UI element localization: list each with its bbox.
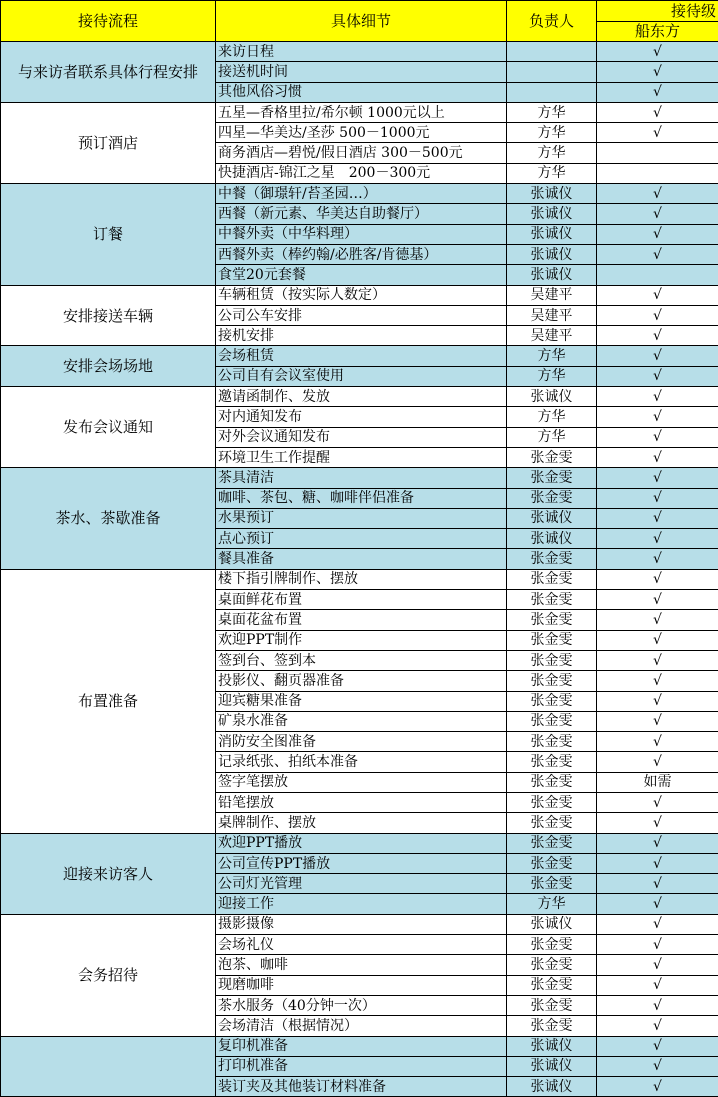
detail-cell: 中餐（御璟轩/苔圣园…） xyxy=(216,184,507,204)
header-owner: 负责人 xyxy=(507,1,597,42)
detail-cell: 茶具清洁 xyxy=(216,468,507,488)
process-cell: 发布会议通知 xyxy=(1,387,216,468)
mark-cell: √ xyxy=(597,529,718,549)
mark-cell: √ xyxy=(597,346,718,366)
mark-cell: √ xyxy=(597,569,718,589)
mark-cell: √ xyxy=(597,427,718,447)
mark-cell: √ xyxy=(597,42,718,62)
detail-cell: 公司公车安排 xyxy=(216,305,507,325)
owner-cell: 张金雯 xyxy=(507,772,597,792)
detail-cell: 欢迎PPT播放 xyxy=(216,833,507,853)
owner-cell xyxy=(507,42,597,62)
process-cell: 迎接来访客人 xyxy=(1,833,216,914)
detail-cell: 咖啡、茶包、糖、咖啡伴侣准备 xyxy=(216,488,507,508)
table-row xyxy=(1,1036,718,1056)
owner-cell: 张金雯 xyxy=(507,468,597,488)
mark-cell: √ xyxy=(597,711,718,731)
detail-cell: 记录纸张、拍纸本准备 xyxy=(216,752,507,772)
process-cell: 预订酒店 xyxy=(1,102,216,183)
mark-cell: √ xyxy=(597,894,718,914)
owner-cell: 张金雯 xyxy=(507,853,597,873)
owner-cell: 张金雯 xyxy=(507,610,597,630)
table-row xyxy=(1,387,718,407)
mark-cell: √ xyxy=(597,305,718,325)
table-row xyxy=(1,468,718,488)
mark-cell: 如需 xyxy=(597,772,718,792)
detail-cell: 环境卫生工作提醒 xyxy=(216,447,507,467)
owner-cell: 张诚仪 xyxy=(507,529,597,549)
mark-cell: √ xyxy=(597,123,718,143)
owner-cell: 张金雯 xyxy=(507,732,597,752)
detail-cell: 泡茶、咖啡 xyxy=(216,955,507,975)
mark-cell: √ xyxy=(597,914,718,934)
owner-cell: 张诚仪 xyxy=(507,244,597,264)
mark-cell: √ xyxy=(597,671,718,691)
owner-cell: 张金雯 xyxy=(507,671,597,691)
table-row xyxy=(1,285,718,305)
detail-cell: 车辆租赁（按实际人数定） xyxy=(216,285,507,305)
detail-cell: 会场礼仪 xyxy=(216,935,507,955)
mark-cell: √ xyxy=(597,204,718,224)
detail-cell: 会场租赁 xyxy=(216,346,507,366)
owner-cell: 张金雯 xyxy=(507,630,597,650)
owner-cell xyxy=(507,82,597,102)
detail-cell: 水果预订 xyxy=(216,508,507,528)
detail-cell: 矿泉水准备 xyxy=(216,711,507,731)
table-row xyxy=(1,102,718,122)
process-cell: 安排会场场地 xyxy=(1,346,216,387)
mark-cell: √ xyxy=(597,1036,718,1056)
detail-cell: 接机安排 xyxy=(216,326,507,346)
mark-cell: √ xyxy=(597,508,718,528)
detail-cell: 楼下指引牌制作、摆放 xyxy=(216,569,507,589)
mark-cell: √ xyxy=(597,1077,718,1097)
owner-cell: 张金雯 xyxy=(507,955,597,975)
mark-cell: √ xyxy=(597,326,718,346)
detail-cell: 公司灯光管理 xyxy=(216,874,507,894)
owner-cell: 方华 xyxy=(507,123,597,143)
mark-cell: √ xyxy=(597,447,718,467)
detail-cell: 快捷酒店-锦江之星 200－300元 xyxy=(216,163,507,183)
owner-cell: 张金雯 xyxy=(507,691,597,711)
detail-cell: 签字笔摆放 xyxy=(216,772,507,792)
table-row xyxy=(1,184,718,204)
mark-cell: √ xyxy=(597,62,718,82)
detail-cell: 摄影摄像 xyxy=(216,914,507,934)
table-body xyxy=(1,1,718,1097)
owner-cell: 张诚仪 xyxy=(507,1036,597,1056)
owner-cell: 张诚仪 xyxy=(507,224,597,244)
mark-cell: √ xyxy=(597,752,718,772)
owner-cell: 张金雯 xyxy=(507,833,597,853)
mark-cell: √ xyxy=(597,691,718,711)
mark-cell: √ xyxy=(597,792,718,812)
owner-cell: 张金雯 xyxy=(507,1016,597,1036)
owner-cell: 张诚仪 xyxy=(507,265,597,285)
owner-cell: 张金雯 xyxy=(507,752,597,772)
detail-cell: 接送机时间 xyxy=(216,62,507,82)
mark-cell: √ xyxy=(597,833,718,853)
mark-cell: √ xyxy=(597,874,718,894)
mark-cell: √ xyxy=(597,224,718,244)
detail-cell: 迎宾糖果准备 xyxy=(216,691,507,711)
header-process: 接待流程 xyxy=(1,1,216,42)
detail-cell: 投影仪、翻页器准备 xyxy=(216,671,507,691)
mark-cell: √ xyxy=(597,366,718,386)
owner-cell: 张金雯 xyxy=(507,711,597,731)
table-row xyxy=(1,42,718,62)
header-detail: 具体细节 xyxy=(216,1,507,42)
detail-cell: 西餐外卖（棒约翰/必胜客/肯德基） xyxy=(216,244,507,264)
detail-cell: 四星—华美达/圣莎 500－1000元 xyxy=(216,123,507,143)
owner-cell: 张金雯 xyxy=(507,935,597,955)
mark-cell: √ xyxy=(597,184,718,204)
owner-cell: 张金雯 xyxy=(507,590,597,610)
table-row xyxy=(1,569,718,589)
owner-cell: 方华 xyxy=(507,163,597,183)
detail-cell: 公司自有会议室使用 xyxy=(216,366,507,386)
mark-cell: √ xyxy=(597,995,718,1015)
mark-cell: √ xyxy=(597,610,718,630)
owner-cell: 张诚仪 xyxy=(507,1077,597,1097)
header-level: 接待级 xyxy=(597,1,718,22)
detail-cell: 打印机准备 xyxy=(216,1056,507,1076)
detail-cell: 会场清洁（根据情况） xyxy=(216,1016,507,1036)
detail-cell: 其他风俗习惯 xyxy=(216,82,507,102)
mark-cell: √ xyxy=(597,935,718,955)
process-cell: 安排接送车辆 xyxy=(1,285,216,346)
mark-cell: √ xyxy=(597,244,718,264)
detail-cell: 点心预订 xyxy=(216,529,507,549)
detail-cell: 西餐（新元素、华美达自助餐厅） xyxy=(216,204,507,224)
mark-cell: √ xyxy=(597,1016,718,1036)
process-cell: 订餐 xyxy=(1,184,216,285)
header-row xyxy=(1,1,718,22)
owner-cell: 张金雯 xyxy=(507,813,597,833)
mark-cell: √ xyxy=(597,407,718,427)
mark-cell: √ xyxy=(597,650,718,670)
process-cell xyxy=(1,1036,216,1097)
owner-cell: 方华 xyxy=(507,366,597,386)
mark-cell: √ xyxy=(597,82,718,102)
detail-cell: 欢迎PPT制作 xyxy=(216,630,507,650)
owner-cell: 吴建平 xyxy=(507,326,597,346)
mark-cell: √ xyxy=(597,468,718,488)
mark-cell: √ xyxy=(597,813,718,833)
owner-cell: 张金雯 xyxy=(507,874,597,894)
mark-cell: √ xyxy=(597,488,718,508)
detail-cell: 对内通知发布 xyxy=(216,407,507,427)
detail-cell: 装订夹及其他装订材料准备 xyxy=(216,1077,507,1097)
detail-cell: 商务酒店—碧悦/假日酒店 300－500元 xyxy=(216,143,507,163)
owner-cell: 张诚仪 xyxy=(507,508,597,528)
detail-cell: 食堂20元套餐 xyxy=(216,265,507,285)
owner-cell: 张金雯 xyxy=(507,569,597,589)
mark-cell: √ xyxy=(597,1056,718,1076)
table-row xyxy=(1,346,718,366)
detail-cell: 桌面花盆布置 xyxy=(216,610,507,630)
detail-cell: 铅笔摆放 xyxy=(216,792,507,812)
owner-cell: 张诚仪 xyxy=(507,1056,597,1076)
mark-cell: √ xyxy=(597,285,718,305)
owner-cell: 方华 xyxy=(507,407,597,427)
owner-cell: 张金雯 xyxy=(507,975,597,995)
mark-cell: √ xyxy=(597,387,718,407)
detail-cell: 中餐外卖（中华料理） xyxy=(216,224,507,244)
process-cell: 茶水、茶歇准备 xyxy=(1,468,216,569)
mark-cell: √ xyxy=(597,102,718,122)
owner-cell: 张诚仪 xyxy=(507,204,597,224)
mark-cell: √ xyxy=(597,975,718,995)
owner-cell: 方华 xyxy=(507,143,597,163)
owner-cell: 张金雯 xyxy=(507,488,597,508)
process-cell: 布置准备 xyxy=(1,569,216,833)
table-row xyxy=(1,833,718,853)
owner-cell: 方华 xyxy=(507,346,597,366)
mark-cell: √ xyxy=(597,549,718,569)
detail-cell: 公司宣传PPT播放 xyxy=(216,853,507,873)
owner-cell: 方华 xyxy=(507,102,597,122)
mark-cell xyxy=(597,143,718,163)
owner-cell xyxy=(507,62,597,82)
detail-cell: 消防安全图准备 xyxy=(216,732,507,752)
detail-cell: 茶水服务（40分钟一次） xyxy=(216,995,507,1015)
owner-cell: 张诚仪 xyxy=(507,914,597,934)
detail-cell: 现磨咖啡 xyxy=(216,975,507,995)
process-cell: 与来访者联系具体行程安排 xyxy=(1,42,216,103)
owner-cell: 张金雯 xyxy=(507,650,597,670)
mark-cell: √ xyxy=(597,955,718,975)
owner-cell: 张金雯 xyxy=(507,995,597,1015)
detail-cell: 五星—香格里拉/希尔顿 1000元以上 xyxy=(216,102,507,122)
mark-cell xyxy=(597,265,718,285)
owner-cell: 张金雯 xyxy=(507,447,597,467)
owner-cell: 方华 xyxy=(507,894,597,914)
detail-cell: 来访日程 xyxy=(216,42,507,62)
owner-cell: 张金雯 xyxy=(507,549,597,569)
mark-cell: √ xyxy=(597,630,718,650)
detail-cell: 迎接工作 xyxy=(216,894,507,914)
detail-cell: 邀请函制作、发放 xyxy=(216,387,507,407)
detail-cell: 桌面鲜花布置 xyxy=(216,590,507,610)
owner-cell: 张金雯 xyxy=(507,792,597,812)
owner-cell: 吴建平 xyxy=(507,305,597,325)
mark-cell: √ xyxy=(597,853,718,873)
detail-cell: 餐具准备 xyxy=(216,549,507,569)
detail-cell: 桌牌制作、摆放 xyxy=(216,813,507,833)
header-sublevel: 船东方 xyxy=(597,21,718,42)
process-cell: 会务招待 xyxy=(1,914,216,1036)
mark-cell: √ xyxy=(597,732,718,752)
table-row xyxy=(1,914,718,934)
mark-cell: √ xyxy=(597,590,718,610)
detail-cell: 对外会议通知发布 xyxy=(216,427,507,447)
owner-cell: 张诚仪 xyxy=(507,387,597,407)
owner-cell: 张诚仪 xyxy=(507,184,597,204)
mark-cell xyxy=(597,163,718,183)
owner-cell: 方华 xyxy=(507,427,597,447)
detail-cell: 签到台、签到本 xyxy=(216,650,507,670)
detail-cell: 复印机准备 xyxy=(216,1036,507,1056)
owner-cell: 吴建平 xyxy=(507,285,597,305)
